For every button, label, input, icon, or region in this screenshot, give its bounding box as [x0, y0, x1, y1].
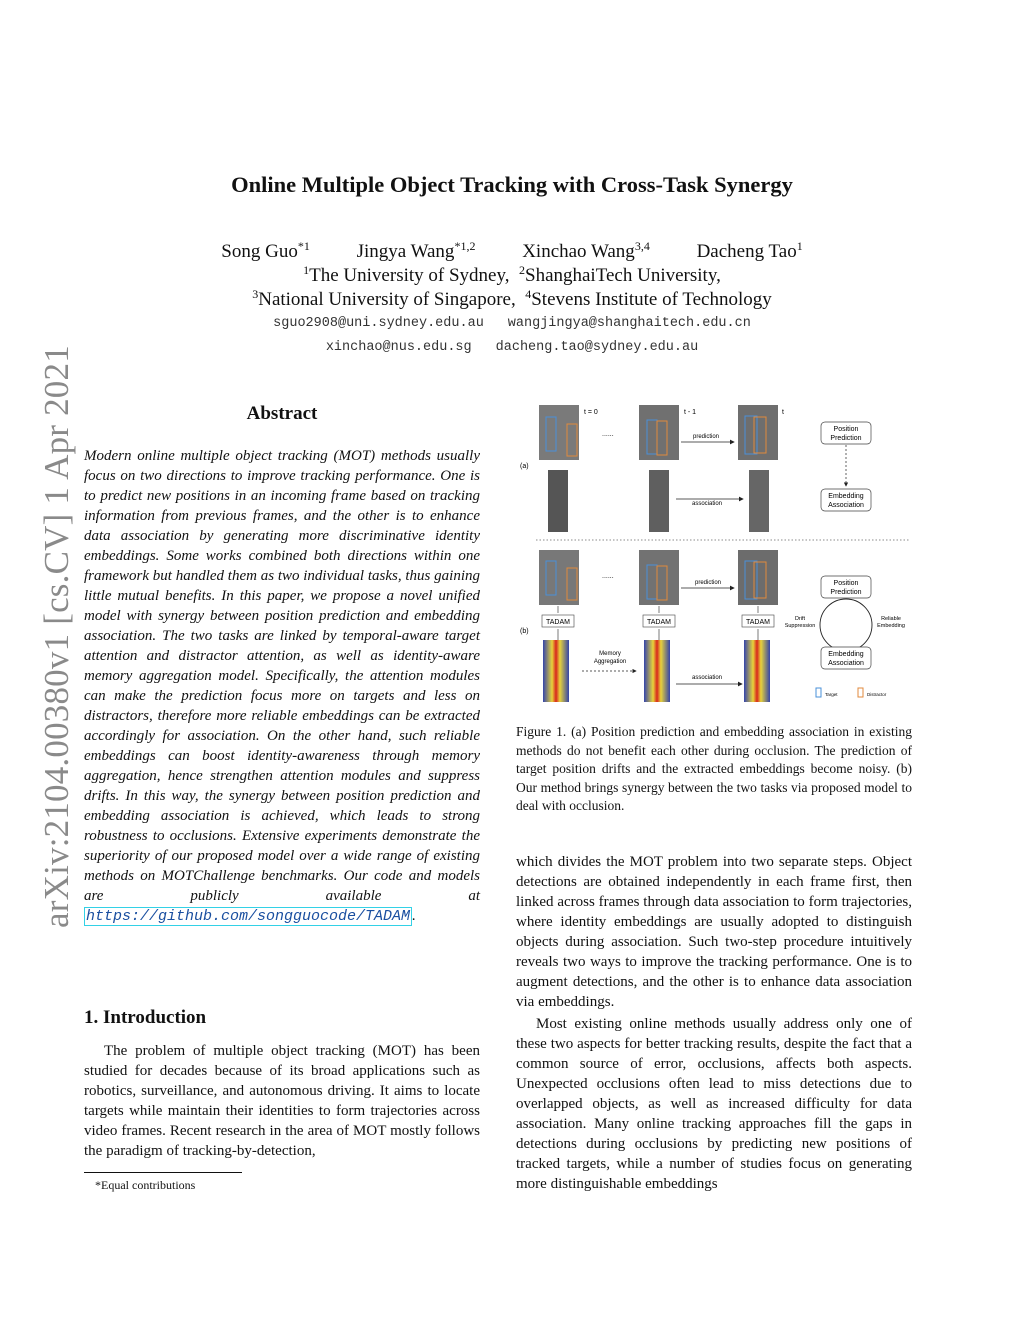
- paper-title: Online Multiple Object Tracking with Cross-Task Synergy: [231, 172, 793, 197]
- email: xinchao@nus.edu.sg: [325, 340, 472, 355]
- box-label: Position: [833, 426, 859, 433]
- drift-label: Suppression: [784, 623, 816, 629]
- email-line-2: [0, 340, 1024, 355]
- frame-image: [539, 405, 579, 460]
- attention-map: [744, 640, 770, 702]
- email-line-1: [0, 316, 1024, 331]
- author: Song Guo$^{*1}$: [221, 239, 310, 262]
- crop-image: [649, 470, 669, 532]
- time-t: t: [782, 409, 784, 416]
- figure-caption: Figure 1. (a) Position prediction and embedding association in existing methods do not benefit each other during occlusion. The prediction of target position drifts and the extracted embeddings become noisy. (b) Our method brings synergy between the two tasks via proposed model to deal with occlusion.: [516, 724, 912, 813]
- tadam-label: TADAM: [746, 619, 770, 626]
- legend-target: Target: [825, 692, 838, 697]
- drift-label: Drift: [794, 616, 806, 622]
- email: wangjingya@shanghaitech.edu.cn: [507, 316, 751, 331]
- tadam-label: TADAM: [546, 619, 570, 626]
- synergy-cycle: [820, 599, 872, 651]
- box-label: Prediction: [830, 589, 862, 596]
- email: sguo2908@uni.sydney.edu.au: [273, 316, 484, 331]
- abstract-heading: Abstract: [246, 403, 318, 424]
- time-t1: t - 1: [684, 409, 697, 416]
- reliable-label: Reliable: [881, 616, 901, 622]
- attention-map: [543, 640, 569, 702]
- arrow-label: association: [692, 501, 723, 507]
- email: dacheng.tao@sydney.edu.au: [495, 340, 699, 355]
- footnote: *Equal contributions: [95, 1178, 196, 1192]
- time-t0: t = 0: [584, 409, 598, 416]
- box-label: Embedding: [828, 651, 864, 658]
- arrow-label: association: [692, 675, 723, 681]
- arxiv-stamp: [26, 345, 86, 928]
- frame-image: [639, 405, 679, 460]
- code-link[interactable]: https://github.com/songguocode/TADAM: [86, 908, 411, 925]
- paragraph: which divides the MOT problem into two separate steps. Object detections are obtained independently in each frame first, then linked across frames through data association to form trajectories, where identity embeddings are usually adopted to distinguish objects during association. Such two-step procedure intuitively reveals two ways to improve the tracking performance. One is to augment detections, and the other is to enhance data association via embeddings.: [516, 854, 912, 1010]
- author: Jingya Wang$^{*1,2}$: [356, 239, 476, 262]
- tadam-label: TADAM: [647, 619, 671, 626]
- affiliation-line-1: $^1$The University of Sydney, $^2$ShanghaiTech University,: [303, 263, 721, 286]
- memory-label: Aggregation: [593, 659, 627, 665]
- box-label: Association: [828, 502, 864, 509]
- author-list: [0, 240, 1024, 263]
- legend-target-swatch: [816, 688, 821, 697]
- arrow-label: prediction: [693, 434, 720, 440]
- frame-image: [738, 405, 778, 460]
- reliable-label: Embedding: [877, 623, 905, 629]
- attention-map: [644, 640, 670, 702]
- affiliation-line-2: $^3$National University of Singapore, $^4$Stevens Institute of Technology: [252, 287, 772, 310]
- figure-1: [516, 398, 912, 710]
- paragraph: Most existing online methods usually address only one of these two aspects for better tracking results, despite the fact that a common source of error, occlusions, affects both aspects. Unexpected occlusions often lead to miss detections due to overlapped objects, as well as increased difficulty for data association. Many online tracking approaches fill the gaps in detections during occlusions by predicting new positions of tracked targets, while a number of studies focus on generating more distinguishable embeddings: [516, 1016, 912, 1192]
- frame-image: [738, 550, 778, 605]
- legend-distractor: Distractor: [867, 692, 887, 697]
- frame-image: [639, 550, 679, 605]
- label-b: (b): [520, 628, 529, 635]
- box-label: Prediction: [830, 435, 862, 442]
- footnote-rule: [84, 1172, 242, 1173]
- box-label: Embedding: [828, 493, 864, 500]
- box-label: Position: [833, 580, 859, 587]
- crop-image: [749, 470, 769, 532]
- section-heading: 1. Introduction: [84, 1007, 207, 1028]
- arxiv-id: arXiv:2104.00380v1 [cs.CV] 1 Apr 2021: [37, 345, 76, 928]
- box-label: Association: [828, 660, 864, 667]
- dots: ......: [602, 573, 614, 580]
- intro-paragraph: The problem of multiple object tracking (MOT) has been studied for decades because of its broad applications such as robotics, surveillance, and autonomous driving. It aims to locate targets while maintain their identities to form trajectories across video frames. Recent research in the area of MOT mostly follows the paradigm of tracking-by-detection,: [84, 1043, 480, 1159]
- dots: ......: [602, 431, 614, 438]
- author: Xinchao Wang$^{3,4}$: [522, 239, 650, 262]
- legend-distractor-swatch: [858, 688, 863, 697]
- crop-image: [548, 470, 568, 532]
- memory-label: Memory: [599, 651, 621, 657]
- right-column-body: [516, 852, 912, 1194]
- label-a: (a): [520, 463, 529, 470]
- frame-image: [539, 550, 579, 605]
- arrow-label: prediction: [695, 580, 722, 586]
- abstract-body: Modern online multiple object tracking (MOT) methods usually focus on two directions to improve tracking performance. One is to predict new positions in an incoming frame based on tracking information from previous frames, and the other is to enhance data association by generating more discriminative identity embeddings. Some works combined both directions within one framework but handled them as two individual tasks, thus gaining little mutual benefits. In this paper, we propose a novel unified model with synergy between position prediction and embedding association. The two tasks are linked by temporal-aware target attention and distractor attention, as well as identity-aware memory aggregation model. Specifically, the attention modules can make the prediction focus more on targets and less on distractors, therefore more reliable embeddings can be extracted accordingly for association. On the other hand, such reliable embeddings can boost identity-awareness through memory aggregation, hence strengthen attention modules and suppress drifts. In this way, the synergy between position prediction and embedding association is achieved, which leads to strong robustness to occlusions. Extensive experiments demonstrate the superiority of our proposed model over a wide range of existing methods on MOTChallenge benchmarks. Our code and models are publicly available at https://github.com/songguocode/TADAM .: [84, 448, 480, 925]
- author: Dacheng Tao$^1$: [696, 239, 803, 262]
